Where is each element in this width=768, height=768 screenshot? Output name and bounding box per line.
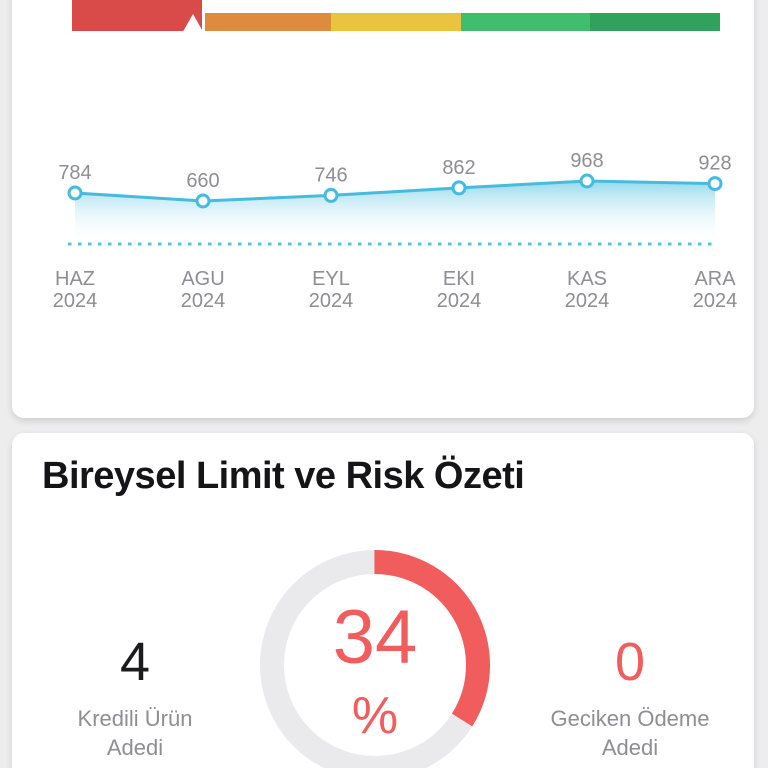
svg-text:EKI: EKI [442,268,476,290]
svg-text:746: 746 [314,164,348,187]
svg-text:968: 968 [570,150,604,172]
credit-products-count: 4 [119,632,151,692]
svg-text:2024: 2024 [436,290,482,312]
score-history-card [12,0,754,418]
svg-text:ARA: ARA [694,268,736,290]
late-payments-label: Geciken Ödeme Adedi [550,706,710,760]
svg-text:2024: 2024 [308,290,354,312]
score-history-chart [12,138,768,318]
late-payments-stat [520,634,740,762]
svg-text:2024: 2024 [692,290,738,312]
svg-text:2024: 2024 [564,290,610,312]
svg-text:HAZ: HAZ [55,268,95,290]
svg-text:928: 928 [698,152,732,175]
risk-summary-title: Bireysel Limit ve Risk Özeti [42,455,525,497]
late-payments-count: 0 [614,632,646,692]
utilization-percent-value: 34 [332,595,418,680]
svg-text:2024: 2024 [180,290,226,312]
credit-products-stat [25,634,245,762]
svg-text:KAS: KAS [566,268,608,290]
svg-text:660: 660 [186,170,220,192]
svg-text:AGU: AGU [181,268,225,290]
svg-text:2024: 2024 [52,290,98,312]
svg-text:EYL: EYL [312,268,350,290]
credit-products-label: Kredili Ürün Adedi [77,706,193,760]
svg-text:784: 784 [58,162,92,184]
utilization-percent-sign: % [351,687,399,745]
limit-utilization-donut [255,545,495,768]
svg-text:862: 862 [442,156,476,179]
score-range-gauge [72,0,720,32]
